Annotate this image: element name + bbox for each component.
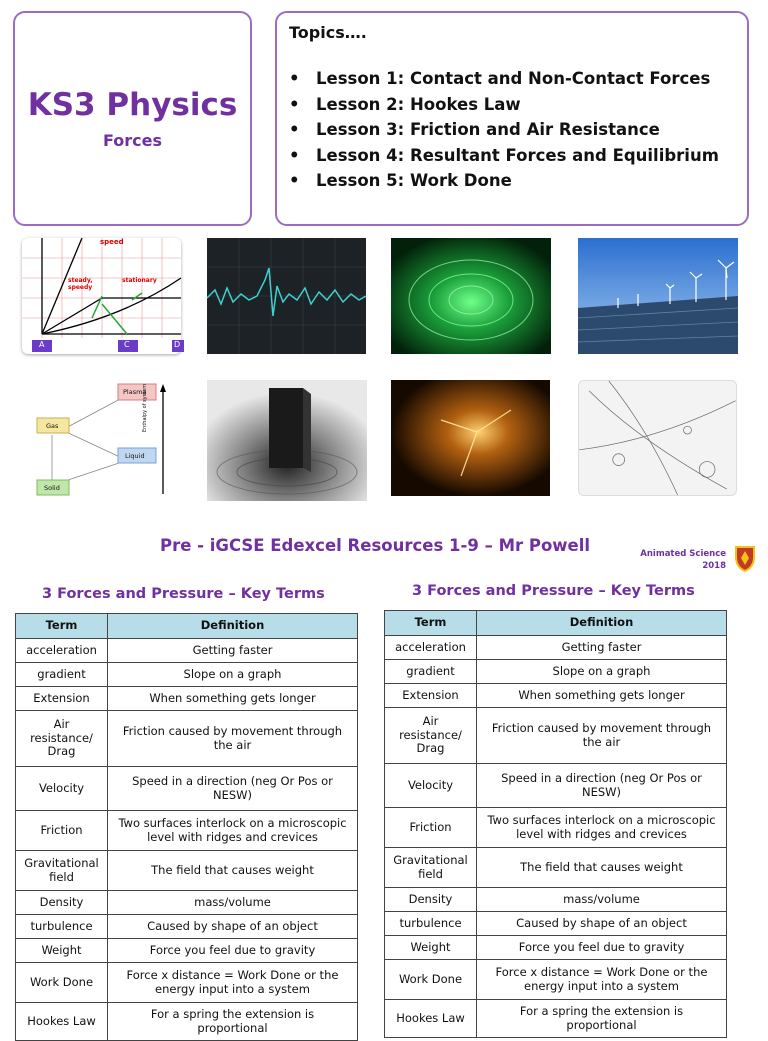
topics-list xyxy=(289,66,735,194)
table-row xyxy=(16,663,358,687)
title-box xyxy=(13,11,252,226)
page-title: KS3 Physics xyxy=(27,87,238,123)
definition-cell: The field that causes weight xyxy=(477,848,727,888)
state-liquid: Liquid xyxy=(125,452,145,460)
table-row xyxy=(16,811,358,851)
term-cell: turbulence xyxy=(385,912,477,936)
table-row xyxy=(16,963,358,1003)
term-cell: gradient xyxy=(16,663,108,687)
term-cell: gradient xyxy=(385,660,477,684)
term-cell: Air resistance/ Drag xyxy=(16,711,108,767)
term-cell: Gravitational field xyxy=(16,851,108,891)
definition-cell: Caused by shape of an object xyxy=(108,915,358,939)
header-definition: Definition xyxy=(108,614,358,639)
graph-label-speed: speed xyxy=(100,238,124,246)
table-row xyxy=(16,891,358,915)
definition-cell: Two surfaces interlock on a microscopic level with ridges and crevices xyxy=(108,811,358,851)
brand-text xyxy=(640,548,726,572)
definition-cell: Force x distance = Work Done or the energy input into a system xyxy=(108,963,358,1003)
term-cell: Hookes Law xyxy=(385,1000,477,1038)
term-cell: acceleration xyxy=(385,636,477,660)
graph-axis-c: C xyxy=(124,340,130,349)
term-cell: Friction xyxy=(385,808,477,848)
graph-axis-a: A xyxy=(39,340,45,349)
topics-heading: Topics…. xyxy=(289,23,367,42)
table-row xyxy=(385,1000,727,1038)
definition-cell: mass/volume xyxy=(477,888,727,912)
table-header-row xyxy=(385,611,727,636)
state-gas: Gas xyxy=(46,422,59,430)
topic-item: • Lesson 2: Hookes Law xyxy=(289,92,735,118)
term-cell: Velocity xyxy=(385,764,477,808)
table-row xyxy=(385,936,727,960)
shield-logo-icon xyxy=(730,543,760,573)
graph-label-steady: steady, speedy xyxy=(68,277,93,291)
table-row xyxy=(385,808,727,848)
table-row xyxy=(385,960,727,1000)
definition-cell: Speed in a direction (neg Or Pos or NESW) xyxy=(108,767,358,811)
state-plasma: Plasma xyxy=(123,388,147,396)
table-row xyxy=(16,711,358,767)
term-cell: Gravitational field xyxy=(385,848,477,888)
key-terms-table-left xyxy=(15,613,358,1041)
brand-line1: Animated Science xyxy=(640,549,726,559)
topic-item: • Lesson 3: Friction and Air Resistance xyxy=(289,117,735,143)
definition-cell: When something gets longer xyxy=(477,684,727,708)
resources-title: Pre - iGCSE Edexcel Resources 1-9 – Mr Powell xyxy=(160,536,591,555)
brand-line2: 2018 xyxy=(702,561,726,571)
header-term: Term xyxy=(16,614,108,639)
table-row xyxy=(16,687,358,711)
term-cell: turbulence xyxy=(16,915,108,939)
key-terms-table-right xyxy=(384,610,727,1038)
green-ripple-image xyxy=(391,238,551,354)
definition-cell: mass/volume xyxy=(108,891,358,915)
term-cell: Density xyxy=(16,891,108,915)
state-enthalpy: Enthalpy of system xyxy=(142,383,148,432)
definition-cell: Force you feel due to gravity xyxy=(477,936,727,960)
table-row xyxy=(385,848,727,888)
table-row xyxy=(385,636,727,660)
table-header-row xyxy=(16,614,358,639)
table-row xyxy=(16,915,358,939)
term-cell: acceleration xyxy=(16,639,108,663)
table-row xyxy=(385,660,727,684)
table-row xyxy=(16,639,358,663)
term-cell: Weight xyxy=(385,936,477,960)
speed-graph-image xyxy=(22,238,181,354)
graph-axis-d: D xyxy=(174,340,181,349)
definition-cell: Slope on a graph xyxy=(477,660,727,684)
oscilloscope-image xyxy=(207,238,366,354)
definition-cell: Caused by shape of an object xyxy=(477,912,727,936)
definition-cell: For a spring the extension is proportional xyxy=(108,1003,358,1041)
particle-tracks-image xyxy=(578,380,737,496)
renewable-energy-image xyxy=(578,238,738,354)
definition-cell: Force you feel due to gravity xyxy=(108,939,358,963)
term-cell: Work Done xyxy=(385,960,477,1000)
definition-cell: When something gets longer xyxy=(108,687,358,711)
term-cell: Density xyxy=(385,888,477,912)
definition-cell: Getting faster xyxy=(477,636,727,660)
table-row xyxy=(385,708,727,764)
definition-cell: Force x distance = Work Done or the energy input into a system xyxy=(477,960,727,1000)
table-row xyxy=(385,684,727,708)
definition-cell: Slope on a graph xyxy=(108,663,358,687)
definition-cell: Speed in a direction (neg Or Pos or NESW) xyxy=(477,764,727,808)
states-of-matter-diagram xyxy=(22,380,181,496)
term-cell: Velocity xyxy=(16,767,108,811)
table-row xyxy=(16,939,358,963)
right-table-title: 3 Forces and Pressure – Key Terms xyxy=(412,583,695,599)
header-term: Term xyxy=(385,611,477,636)
term-cell: Friction xyxy=(16,811,108,851)
magnet-filings-image xyxy=(207,380,367,501)
graph-label-stationary: stationary xyxy=(122,277,157,284)
topics-box xyxy=(275,11,749,226)
table-row xyxy=(385,912,727,936)
topic-item: • Lesson 1: Contact and Non-Contact Forces xyxy=(289,66,735,92)
table-row xyxy=(16,1003,358,1041)
state-solid: Solid xyxy=(44,484,60,492)
definition-cell: For a spring the extension is proportional xyxy=(477,1000,727,1038)
header-definition: Definition xyxy=(477,611,727,636)
definition-cell: Friction caused by movement through the air xyxy=(477,708,727,764)
spark-image xyxy=(391,380,550,496)
brand xyxy=(640,543,760,575)
table-row xyxy=(16,851,358,891)
term-cell: Extension xyxy=(385,684,477,708)
term-cell: Hookes Law xyxy=(16,1003,108,1041)
topic-item: • Lesson 4: Resultant Forces and Equilibrium xyxy=(289,143,735,169)
term-cell: Air resistance/ Drag xyxy=(385,708,477,764)
definition-cell: The field that causes weight xyxy=(108,851,358,891)
term-cell: Work Done xyxy=(16,963,108,1003)
definition-cell: Getting faster xyxy=(108,639,358,663)
topic-item: • Lesson 5: Work Done xyxy=(289,168,735,194)
term-cell: Weight xyxy=(16,939,108,963)
table-row xyxy=(16,767,358,811)
page-subtitle: Forces xyxy=(102,131,163,150)
table-row xyxy=(385,888,727,912)
term-cell: Extension xyxy=(16,687,108,711)
left-table-title: 3 Forces and Pressure – Key Terms xyxy=(42,586,325,602)
definition-cell: Friction caused by movement through the air xyxy=(108,711,358,767)
definition-cell: Two surfaces interlock on a microscopic level with ridges and crevices xyxy=(477,808,727,848)
table-row xyxy=(385,764,727,808)
